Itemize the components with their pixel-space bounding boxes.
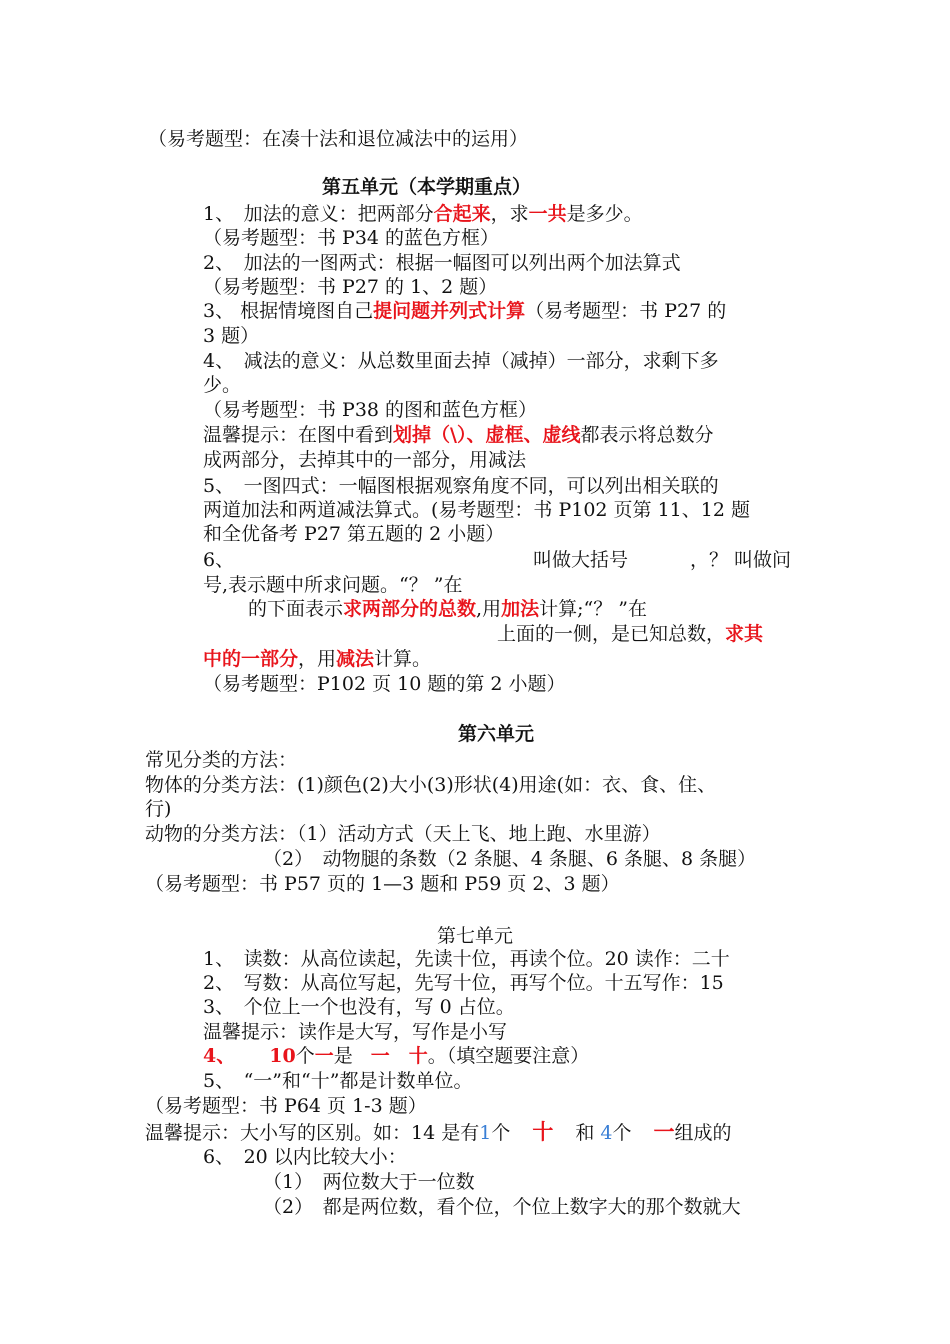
unit6-line1: 常见分类的方法： bbox=[145, 749, 298, 771]
unit6-line2: 物体的分类方法：(1)颜色(2)大小(3)形状(4)用途(如：衣、食、住、 bbox=[145, 774, 717, 796]
item6-l3-key2: 加法 bbox=[501, 598, 540, 620]
unit5-item6-line3 bbox=[248, 597, 647, 621]
item6-l4-text: 上面的一侧，是已知总数， bbox=[497, 623, 726, 645]
unit7-item3: 3、 个位上一个也没有，写 0 占位。 bbox=[203, 996, 515, 1018]
item6-l3-text: 的下面表示 bbox=[248, 598, 344, 620]
tip2-post: 组成的 bbox=[674, 1122, 732, 1144]
item4-num: 4、 bbox=[203, 1045, 236, 1067]
unit5-item1-note: （易考题型：书 P34 的蓝色方框） bbox=[203, 227, 500, 249]
unit7-tip1: 温馨提示：读作是大写，写作是小写 bbox=[203, 1021, 508, 1043]
unit5-title: 第五单元（本学期重点） bbox=[322, 176, 532, 198]
item6-l3-post: 计算;“？ ”在 bbox=[539, 598, 647, 620]
unit5-item6-note: （易考题型：P102 页 10 题的第 2 小题） bbox=[203, 673, 566, 695]
tip2-digit2: 4 bbox=[600, 1122, 613, 1144]
item1-key1: 合起来 bbox=[433, 203, 491, 225]
unit7-item6: 6、 20 以内比较大小： bbox=[203, 1146, 407, 1168]
item6-l3-key1: 求两部分的总数 bbox=[343, 598, 477, 620]
unit5-item3 bbox=[203, 299, 726, 323]
item4-key2: 一 bbox=[314, 1045, 334, 1067]
unit5-item4: 4、 减法的意义：从总数里面去掉（减掉）一部分，求剩下多 bbox=[203, 350, 719, 372]
item3-key: 提问题并列式计算 bbox=[373, 300, 526, 322]
tip2-mid2: 和 bbox=[575, 1122, 595, 1144]
tip2-key2: 一 bbox=[653, 1119, 675, 1144]
unit5-item4-note: （易考题型：书 P38 的图和蓝色方框） bbox=[203, 399, 538, 421]
item4-mid2: 是 bbox=[333, 1045, 353, 1067]
tip-text: 温馨提示：在图中看到 bbox=[203, 424, 394, 446]
unit6-title: 第六单元 bbox=[458, 723, 535, 745]
item4-key3: 一 十 bbox=[370, 1045, 428, 1067]
unit6-line4: 动物的分类方法：（1）活动方式（天上飞、地上跑、水里游） bbox=[145, 823, 661, 845]
unit5-item4-cont: 少。 bbox=[203, 374, 242, 396]
unit5-item6-line2: 号,表示题中所求问题。“？ ”在 bbox=[203, 574, 463, 596]
unit5-item1 bbox=[203, 202, 643, 226]
unit7-title: 第七单元 bbox=[437, 925, 514, 947]
unit7-item5-note: （易考题型：书 P64 页 1-3 题） bbox=[145, 1095, 427, 1117]
item3-text: 3、 根据情境图自己 bbox=[203, 300, 374, 322]
tip2-mid3: 个 bbox=[612, 1122, 632, 1144]
item6-l5-post: 计算。 bbox=[374, 648, 432, 670]
unit5-item5-line2: 两道加法和两道减法算式。(易考题型：书 P102 页第 11、12 题 bbox=[203, 499, 750, 521]
item1-post: 是多少。 bbox=[566, 203, 643, 225]
unit5-item5-line3: 和全优备考 P27 第五题的 2 小题） bbox=[203, 523, 505, 545]
unit6-line5: （2） 动物腿的条数（2 条腿、4 条腿、6 条腿、8 条腿） bbox=[263, 848, 757, 870]
unit6-line6: （易考题型：书 P57 页的 1—3 题和 P59 页 2、3 题） bbox=[145, 873, 620, 895]
unit6-line3: 行) bbox=[145, 798, 172, 820]
item6-l4-key: 求其 bbox=[725, 623, 764, 645]
tip2-digit1: 1 bbox=[479, 1122, 492, 1144]
item1-mid: ，求 bbox=[490, 203, 529, 225]
item1-text: 1、 加法的意义：把两部分 bbox=[203, 203, 434, 225]
tip2-key1: 十 bbox=[532, 1119, 554, 1144]
item1-key2: 一共 bbox=[528, 203, 567, 225]
unit7-item6-sub1: （1） 两位数大于一位数 bbox=[263, 1171, 475, 1193]
item4-mid1: 个 bbox=[295, 1045, 315, 1067]
unit5-item2-note: （易考题型：书 P27 的 1、2 题） bbox=[203, 276, 498, 298]
tip-key: 划掉（\）、虚框、虚线 bbox=[393, 424, 581, 446]
tip2-text: 温馨提示：大小写的区别。如：14 是有 bbox=[145, 1122, 480, 1144]
item6-l3-mid: ,用 bbox=[476, 598, 502, 620]
unit5-tip-cont: 成两部分，去掉其中的一部分，用减法 bbox=[203, 449, 527, 471]
item4-post: 。（填空题要注意） bbox=[427, 1045, 590, 1067]
unit5-item6-brace-text: 叫做大括号 bbox=[533, 549, 629, 571]
unit7-item4 bbox=[203, 1044, 589, 1068]
unit5-item6-num: 6、 bbox=[203, 549, 235, 571]
unit7-tip2 bbox=[145, 1120, 731, 1145]
unit7-item2: 2、 写数：从高位写起，先写十位，再写个位。十五写作：15 bbox=[203, 972, 724, 994]
intro-note: （易考题型：在凑十法和退位减法中的运用） bbox=[148, 128, 529, 150]
unit5-item2: 2、 加法的一图两式：根据一幅图可以列出两个加法算式 bbox=[203, 252, 681, 274]
tip2-mid1: 个 bbox=[491, 1122, 511, 1144]
unit5-item6-line5 bbox=[203, 647, 431, 671]
item6-l5-key2: 减法 bbox=[336, 648, 375, 670]
unit5-tip bbox=[203, 423, 713, 447]
unit5-item6-line4 bbox=[497, 622, 763, 646]
unit7-item1: 1、 读数：从高位读起，先读十位，再读个位。20 读作：二十 bbox=[203, 948, 730, 970]
item6-l5-mid: ，用 bbox=[298, 648, 337, 670]
unit7-item6-sub2: （2） 都是两位数，看个位，个位上数字大的那个数就大 bbox=[263, 1196, 741, 1218]
tip-post: 都表示将总数分 bbox=[580, 424, 714, 446]
unit5-item3-cont: 3 题） bbox=[203, 325, 260, 347]
item4-key1: 10 bbox=[269, 1045, 296, 1067]
item6-l5-key1: 中的一部分 bbox=[203, 648, 299, 670]
unit5-item6-question-text: ，？ 叫做问 bbox=[690, 549, 792, 571]
unit7-item5: 5、 “一”和“十”都是计数单位。 bbox=[203, 1070, 473, 1092]
item3-post: （易考题型：书 P27 的 bbox=[525, 300, 727, 322]
unit5-item5-line1: 5、 一图四式：一幅图根据观察角度不同，可以列出相关联的 bbox=[203, 475, 719, 497]
